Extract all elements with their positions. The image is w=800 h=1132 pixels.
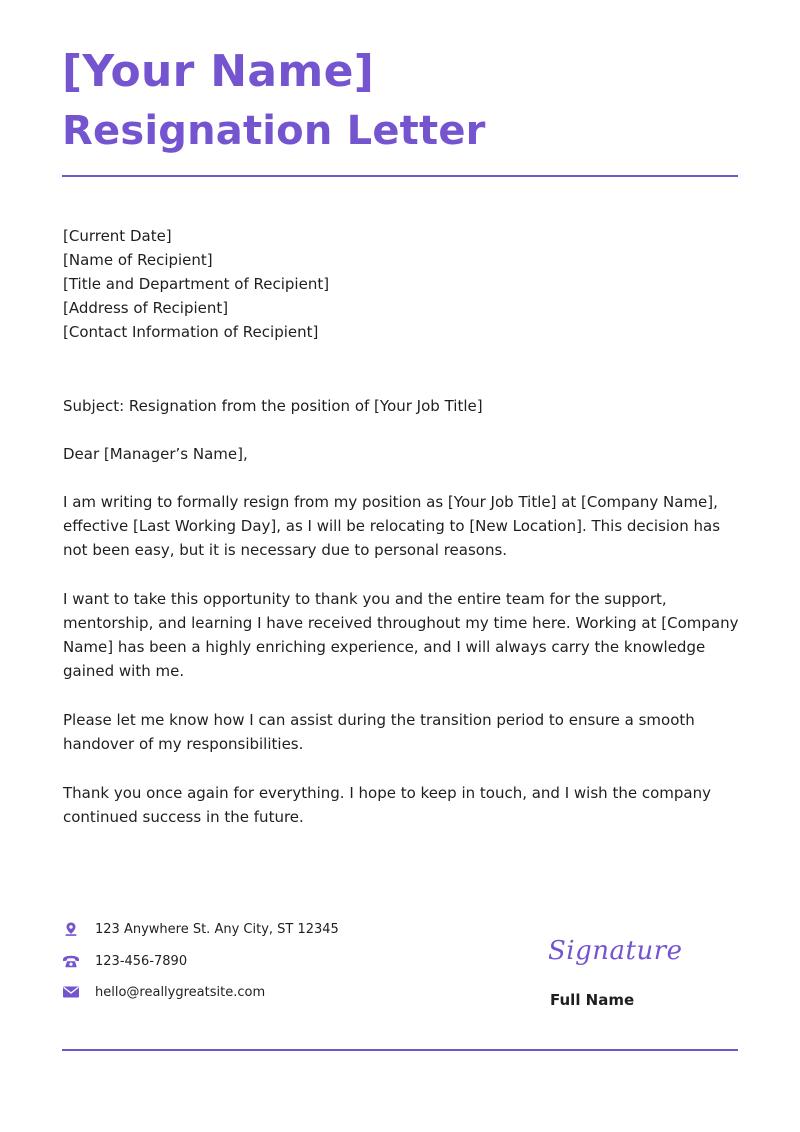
document-title: Resignation Letter — [62, 108, 486, 154]
paragraph-4: Thank you once again for everything. I hope to keep in touch, and I wish the company continued success in the future. — [63, 784, 711, 826]
paragraph-1: I am writing to formally resign from my position as [Your Job Title] at [Company Name], effective [Last Working Day], as I will be relocating to [New Location]. This decision has not been easy, but it is necessary due to personal reasons. — [63, 493, 721, 559]
footer-divider — [62, 1049, 738, 1051]
greeting: Dear [Manager’s Name], — [63, 445, 248, 463]
contact-address: 123 Anywhere St. Any City, ST 12345 — [95, 921, 339, 937]
sender-name: [Your Name] — [62, 46, 375, 97]
subject-line: Subject: Resignation from the position of [Your Job Title] — [63, 397, 483, 415]
header-divider — [62, 175, 738, 177]
telephone-icon — [62, 952, 80, 970]
signature-script: Signature — [548, 936, 683, 966]
recipient-name: [Name of Recipient] — [63, 251, 213, 269]
contact-email: hello@reallygreatsite.com — [95, 984, 266, 1000]
contact-email-row — [62, 983, 265, 1001]
location-pin-icon — [62, 920, 80, 938]
paragraph-2: I want to take this opportunity to thank you and the entire team for the support, mentorship, and learning I have received throughout my time here. Working at [Company Name] has been a highly enriching experience, and I will always carry the knowledge gained with me. — [63, 590, 739, 680]
recipient-contact: [Contact Information of Recipient] — [63, 323, 319, 341]
current-date: [Current Date] — [63, 227, 172, 245]
contact-address-row — [62, 920, 339, 938]
signatory-full-name: Full Name — [550, 991, 635, 1009]
contact-phone-row — [62, 952, 187, 970]
paragraph-3: Please let me know how I can assist during the transition period to ensure a smooth handover of my responsibilities. — [63, 711, 695, 753]
recipient-block — [63, 224, 743, 344]
contact-phone: 123-456-7890 — [95, 953, 188, 969]
recipient-title: [Title and Department of Recipient] — [63, 275, 330, 293]
letter-header — [62, 44, 738, 156]
envelope-icon — [62, 983, 80, 1001]
recipient-address: [Address of Recipient] — [63, 299, 229, 317]
